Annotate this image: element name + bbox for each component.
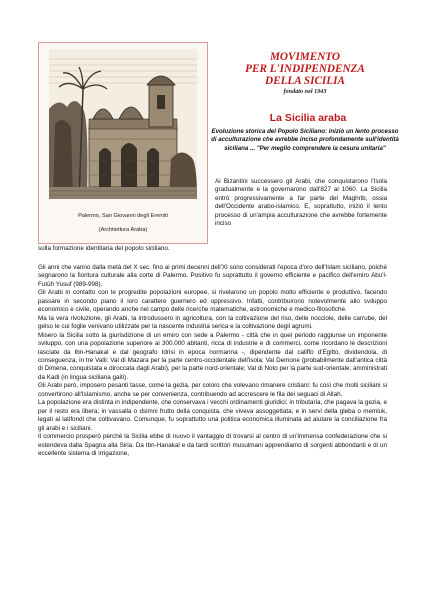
intro-text: Ai Bizantini successero gli Arabi, che conquistarono l'Isola gradualmente e la governarono dall'827 al 1060. La Sicilia entrò progressivamente a far parte del Maghrib, ossia dell'Occidente arabo-islamico. E, soprattutto, iniziò il lento processo di un'ampia acculturazione che avrebbe fortemente inciso [215,178,387,228]
article-body [38,264,387,458]
paragraph: La popolazione era distinta in indipendente, che conservava i vecchi ordinamenti giuridici; in tributaria, che pagava la gezia, e per il resto era libera; in vassalla o dsimni frutto della conquista, che viveva assoggettata; e in servi della gleba o memluk, legati ai latifondi che coltivavano. Comunque, fu soprattutto una politica economica illuminata ad aiutare la conciliazione fra gli arabi e i siciliani. [38,399,387,432]
paragraph: Ma la vera rivoluzione, gli Arabi, la introdussero in agricoltura, con la coltivazione del riso, delle nocciole, delle carrube, del gelso le cui foglie venivano utilizzate per la nascente industria serica e la coltivazione degli agrumi. [38,314,387,331]
article-heading: La Sicilia araba [269,112,347,124]
paragraph: Il commercio prosperò perché la Sicilia ebbe di nuovo il vantaggio di trovarsi al centro di un'immensa confederazione che si estendeva dalla Spagna alla Siria. Da Ibn-Hanakal e da tardi scrittori musulmani apprendiamo di sorgenti abbondanti e di un eccellente sistema di irrigazione, [38,433,387,457]
intro-paragraph-end [38,245,387,253]
intro-end-text: sulla formazione identitaria del popolo siciliano. [38,245,170,252]
paragraph: Gli Arabi però, imposero pesanti tasse, come la gezia, per coloro che volevano rimanere cristiani: fu così che molti siciliani si convertirono all'Islamismo, anche se per convenienza, contribuendo ad accrescere le fila dei seguaci di Allah. [38,382,387,398]
paragraph: Misero la Sicilia sotto la giurisdizione di un emiro con sede a Palermo - città che in quel periodo raggiunse un imponente sviluppo, con una popolazione superiore ai 300.000 abitanti, ricca di industrie e di commerci, come ricordano le descrizioni lasciate da Ibn-Hanakal e dal geografo Idrisi in epoca normanna -, dipendente dal califfo d'Egitto, dividendola, di conseguenza, in tre Valli: Val di Mazara per la parte centro-occidentale dell'isola; Val Demone (probabilmente dall'antica città di Dimena, conquistata e diroccata dagli Arabi), per la parte nord-orientale; Val di Noto per la parte sud-orientale; amministrati da Kadi (in lingua siciliana gaiti). [38,331,387,381]
founded-note: fondato nel 1943 [283,88,327,95]
movement-title-line2: PER L'INDIPENDENZA [245,63,365,75]
intro-paragraph [215,178,387,229]
church-engraving-image [49,49,197,199]
movement-title-line3: DELLA SICILIA [265,75,345,87]
paragraph: Gli Arabi in contatto con le progredite popolazioni europee, si rivelarono un popolo molto efficiente e produttivo, facendo passare in secondo piano il loro carattere guerriero ed oppressivo. Infatti, contribuirono notevolmente allo sviluppo economico e civile, operando anche nel campo delle ricerche matematiche, astronomiche e medico-filosofiche. [38,289,387,314]
article-subtitle: Evoluzione storica del Popolo Siciliano: iniziò un lento processo di acculturazione che avrebbe inciso profondamente sull'identità siciliana ... "Per meglio comprendere la cesura unitaria" [211,128,399,152]
figure-frame [38,42,208,244]
figure-caption-place: Palermo, San Giovanni degli Eremiti [78,213,168,219]
paragraph: Gli anni che vanno dalla metà del X sec. fino ai primi decenni dell'XI sono considerati l'epoca d'oro dell'Islam siciliano, poiché segnarono la fioritura culturale alla corte di Palermo. Positivo fu soprattutto il governo efficiente e pacifico dell'emiro Abu'l-Futūh Yusuf (989-998). [38,264,387,288]
figure-caption-style: (Architettura Araba) [98,227,148,233]
movement-title-line1: MOVIMENTO [269,51,341,63]
